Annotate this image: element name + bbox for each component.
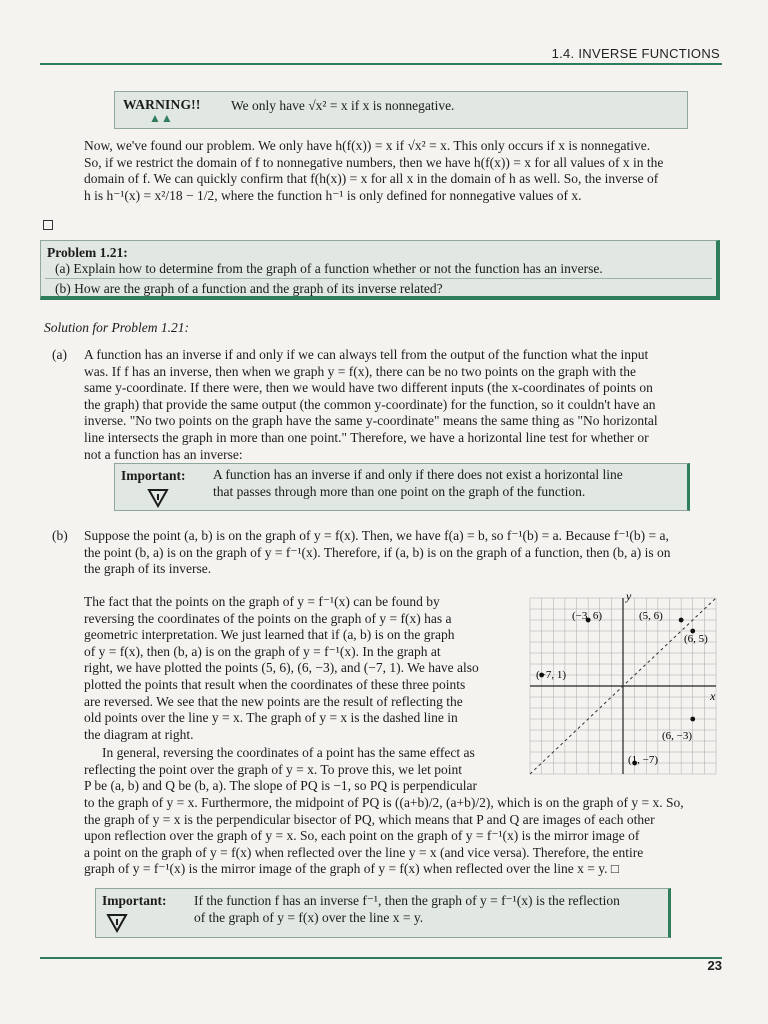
important-label: Important: <box>102 893 167 908</box>
text-line: So, if we restrict the domain of f to nonnegative numbers, then we have h(f(x)) = x for all values of x in the <box>84 154 664 170</box>
point-label: (−7, 1) <box>536 669 567 681</box>
text-line: reversing the coordinates of the points on the graph of y = f(x) has a <box>84 610 452 626</box>
solution-b-paragraph <box>84 528 724 578</box>
warning-text: We only have √x² = x if x is nonnegative. <box>231 98 455 113</box>
text-line: If the function f has an inverse f⁻¹, then the graph of y = f⁻¹(x) is the reflection <box>194 893 620 908</box>
text-line: Suppose the point (a, b) is on the graph of y = f(x). Then, we have f(a) = b, so f⁻¹(b) = a. Because f⁻¹(b) = a, <box>84 528 669 543</box>
text-line: old points over the line y = x. The graph of y = x is the dashed line in <box>84 710 458 726</box>
end-of-proof-square <box>43 220 53 230</box>
part-b-label: (b) <box>52 528 68 543</box>
solution-b-paragraph-2 <box>84 594 516 743</box>
text-line: are reversed. We see that the new points are the result of reflecting the <box>84 693 463 709</box>
warning-label: WARNING!! <box>123 97 201 112</box>
intro-paragraph <box>84 138 724 204</box>
solution-a-paragraph <box>84 347 724 463</box>
footer-rule <box>40 957 722 959</box>
text-line: h is h⁻¹(x) = x²/18 − 1/2, where the function h⁻¹ is only defined for nonnegative values of x. <box>84 187 582 203</box>
text-line: to the graph of y = x. Furthermore, the midpoint of PQ is ((a+b)/2, (a+b)/2), which is on the graph of y = x. So, <box>84 795 684 810</box>
data-point <box>679 618 684 623</box>
important-text <box>213 467 623 500</box>
text-line: inverse. "No two points on the graph have the same y-coordinate" means the same thing as "No horizontal <box>84 413 658 429</box>
point-label: (−3, 6) <box>572 610 603 622</box>
text-line: same y-coordinate. If there were, then we would have two different inputs (the x-coordinates of points on <box>84 380 653 396</box>
text-line: a point on the graph of y = f(x) when reflected over the line y = x (and vice versa). Therefore, the entire <box>84 844 644 860</box>
text-line: plotted the points that result when the coordinates of these three points <box>84 676 466 692</box>
point-label: (6, 5) <box>684 633 708 645</box>
x-axis-label: x <box>710 689 716 703</box>
important-icon <box>106 913 128 938</box>
important-label: Important: <box>121 468 186 483</box>
point-label: (6, −3) <box>662 730 693 742</box>
important-box-1 <box>114 463 690 511</box>
text-line: of y = f(x), then (b, a) is on the graph of y = f⁻¹(x). In the graph at <box>84 643 441 659</box>
text-line: the diagram at right. <box>84 726 194 742</box>
text-line: not a function has an inverse: <box>84 446 243 462</box>
problem-part-b: (b) How are the graph of a function and the graph of its inverse related? <box>55 281 443 296</box>
text-line: the point (b, a) is on the graph of y = f⁻¹(x). Therefore, if (a, b) is on the graph of a function, then (b, a) is on <box>84 544 671 560</box>
point-label: (1, −7) <box>628 754 659 766</box>
problem-title: Problem 1.21: <box>47 245 128 260</box>
reflection-graph <box>522 590 724 782</box>
text-line: reflecting the point over the graph of y = x. To prove this, we let point <box>84 761 462 777</box>
text-line: line intersects the graph in more than one point." Therefore, we have a horizontal line test for whether or <box>84 429 649 445</box>
solution-title: Solution for Problem 1.21: <box>44 320 189 335</box>
important-box-2 <box>95 888 671 938</box>
warning-box <box>114 91 688 129</box>
page-number: 23 <box>707 958 722 973</box>
text-line: that passes through more than one point on the graph of the function. <box>213 483 586 499</box>
part-a-label: (a) <box>52 347 67 362</box>
text-line: of the graph of y = f(x) over the line x = y. <box>194 909 424 925</box>
text-line: right, we have plotted the points (5, 6), (6, −3), and (−7, 1). We have also <box>84 660 479 676</box>
text-line: A function has an inverse if and only if we can always tell from the output of the function what the input <box>84 347 649 362</box>
text-line: the graph of its inverse. <box>84 561 212 577</box>
text-line: A function has an inverse if and only if there does not exist a horizontal line <box>213 467 623 482</box>
y-axis-label: y <box>626 590 632 603</box>
text-line: geometric interpretation. We just learned that if (a, b) is on the graph <box>84 627 455 643</box>
text-line: domain of f. We can quickly confirm that f(h(x)) = x for all x in the domain of h as well. So, the inverse of <box>84 171 659 187</box>
text-line: the graph) that provide the same output (the common y-coordinate) for the function, so it couldn't have an <box>84 396 656 412</box>
text-line: P be (a, b) and Q be (b, a). The slope of PQ is −1, so PQ is perpendicular <box>84 778 478 794</box>
text-line: graph of y = f⁻¹(x) is the mirror image of the graph of y = f(x) when reflected over the line x = y. □ <box>84 861 619 877</box>
important-text <box>194 893 620 926</box>
text-line: was. If f has an inverse, then when we graph y = f(x), there can be no two points on the graph with the <box>84 363 636 379</box>
data-point <box>690 717 695 722</box>
running-header: 1.4. INVERSE FUNCTIONS <box>551 46 720 61</box>
solution-b-paragraph-4 <box>84 795 724 878</box>
problem-box <box>40 240 720 300</box>
text-line: the graph of y = x is the perpendicular bisector of PQ, which means that P and Q are images of each other <box>84 811 655 827</box>
important-icon <box>147 488 169 513</box>
text-line: Now, we've found our problem. We only have h(f(x)) = x if √x² = x. This only occurs if x is nonnegative. <box>84 138 651 153</box>
text-line: In general, reversing the coordinates of a point has the same effect as <box>102 745 475 760</box>
problem-part-a: (a) Explain how to determine from the graph of a function whether or not the function has an inverse. <box>55 261 603 276</box>
header-rule <box>40 63 722 65</box>
problem-divider <box>45 278 712 279</box>
text-line: The fact that the points on the graph of y = f⁻¹(x) can be found by <box>84 594 440 609</box>
point-label: (5, 6) <box>639 610 663 622</box>
text-line: upon reflection over the graph of y = x. So, each point on the graph of y = f⁻¹(x) is the mirror image of <box>84 828 640 844</box>
solution-b-paragraph-3 <box>84 745 516 795</box>
hazard-icon: ▲▲ <box>149 111 173 125</box>
